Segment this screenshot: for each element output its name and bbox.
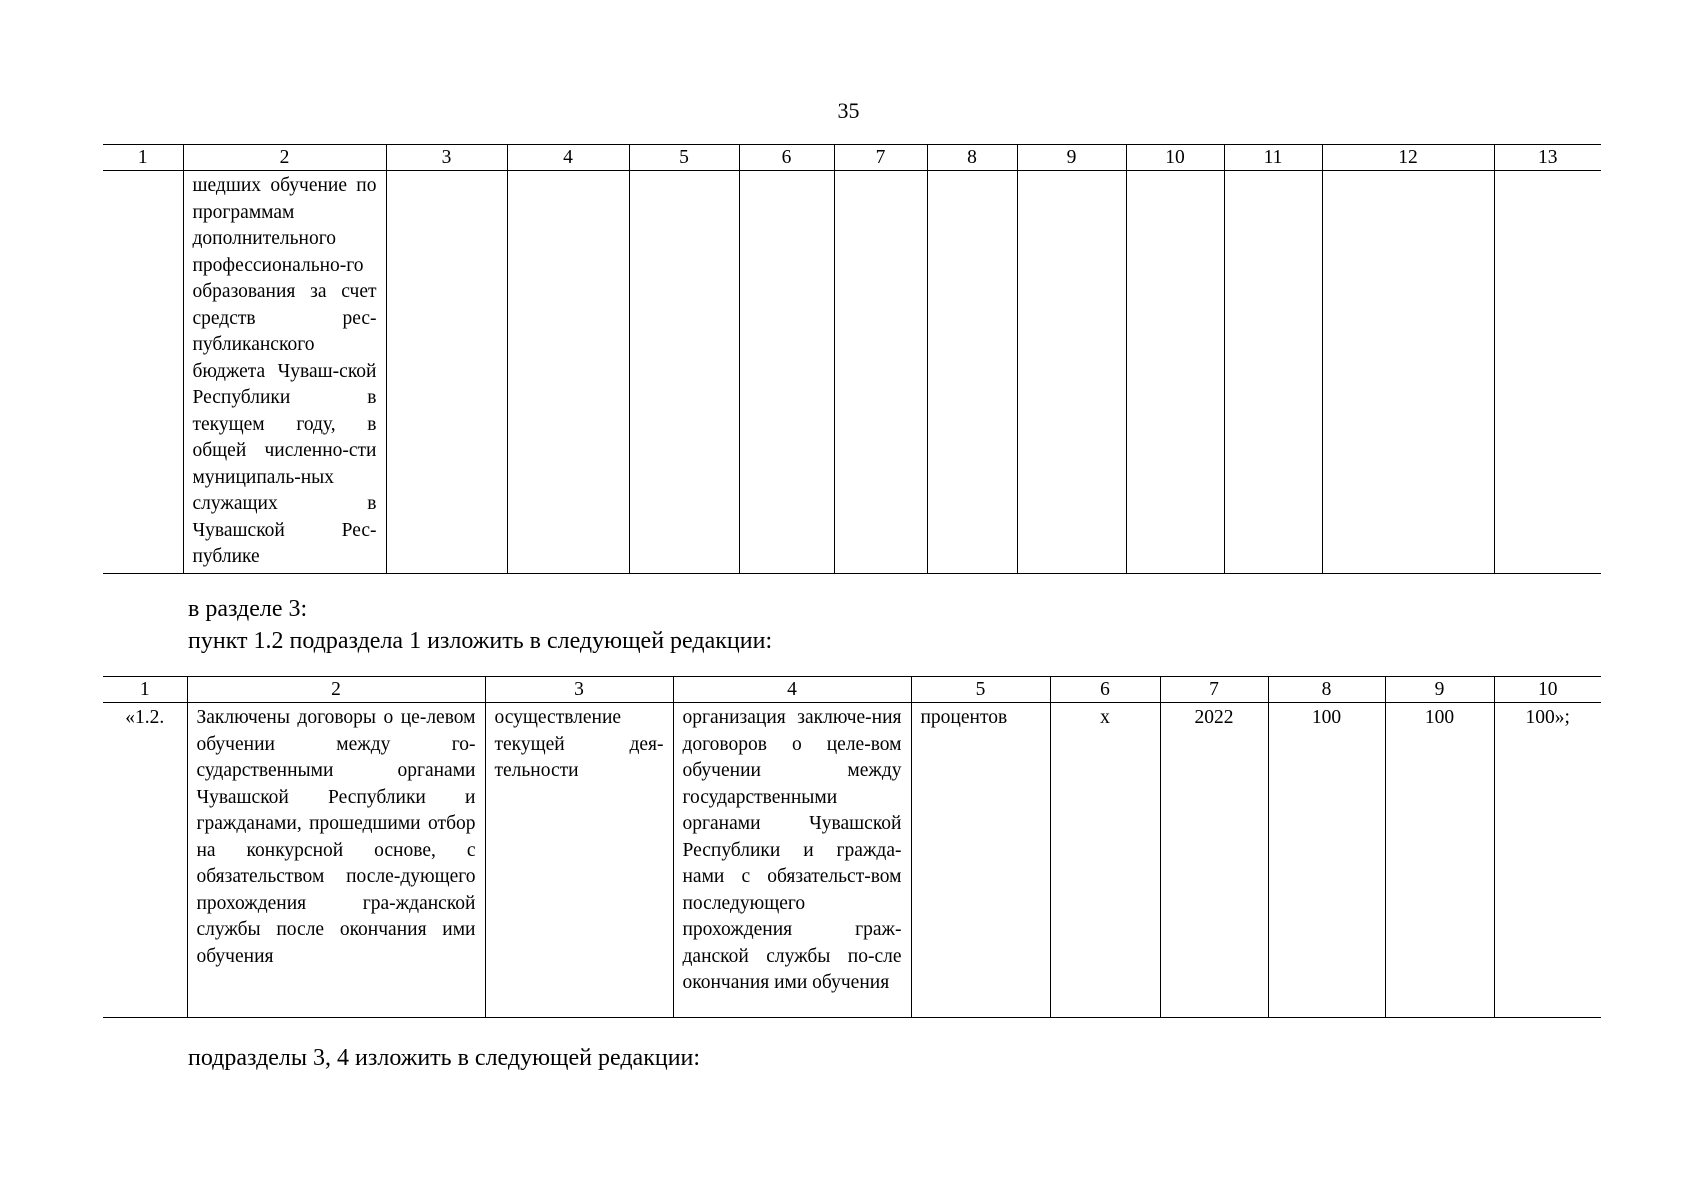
table1-cell bbox=[1126, 171, 1224, 574]
table-row bbox=[103, 703, 1601, 1018]
table1-cell bbox=[1224, 171, 1322, 574]
table2-value: 100»; bbox=[1494, 703, 1601, 1018]
table1-header-cell: 1 bbox=[103, 145, 183, 171]
table1-cell bbox=[103, 171, 183, 574]
table2-cell: х bbox=[1050, 703, 1160, 1018]
table1-header-cell: 11 bbox=[1224, 145, 1322, 171]
table2-measure-text: организация заключе-ния договоров о целе-вом обучении между государственными органами Чувашской Республики и гражда-нами с обязательст-вом последующего прохождения граж-данской службы по-сле окончания ими обучения bbox=[673, 703, 911, 1018]
table2-unit: процентов bbox=[911, 703, 1050, 1018]
indicators-table-continuation bbox=[103, 144, 1601, 574]
table1-cell bbox=[1494, 171, 1601, 574]
table1-cell bbox=[629, 171, 739, 574]
table1-cell bbox=[1017, 171, 1126, 574]
table1-header-cell: 6 bbox=[739, 145, 834, 171]
table1-cell bbox=[739, 171, 834, 574]
table1-header-row bbox=[103, 145, 1601, 171]
table2-value: 100 bbox=[1268, 703, 1385, 1018]
table1-header-cell: 13 bbox=[1494, 145, 1601, 171]
table1-cell bbox=[834, 171, 927, 574]
table2-header-cell: 6 bbox=[1050, 677, 1160, 703]
table2-header-cell: 7 bbox=[1160, 677, 1268, 703]
table1-header-cell: 4 bbox=[507, 145, 629, 171]
section-heading: в разделе 3: bbox=[188, 596, 308, 622]
table1-header-cell: 10 bbox=[1126, 145, 1224, 171]
table2-header-cell: 5 bbox=[911, 677, 1050, 703]
measures-table bbox=[103, 676, 1601, 1018]
table2-indicator-text: Заключены договоры о це-левом обучении между го-сударственными органами Чувашской Республики и гражданами, прошедшими отбор на конкурсной основе, с обязательством после-дующего прохождения гра-жданской службы после окончания ими обучения bbox=[187, 703, 485, 1018]
table2-header-cell: 3 bbox=[485, 677, 673, 703]
table1-header-cell: 9 bbox=[1017, 145, 1126, 171]
table2-header-row bbox=[103, 677, 1601, 703]
table1-cell bbox=[386, 171, 507, 574]
table1-header-cell: 7 bbox=[834, 145, 927, 171]
table2-value: 100 bbox=[1385, 703, 1494, 1018]
table2-header-cell: 9 bbox=[1385, 677, 1494, 703]
table2-header-cell: 8 bbox=[1268, 677, 1385, 703]
table1-header-cell: 2 bbox=[183, 145, 386, 171]
table1-header-cell: 12 bbox=[1322, 145, 1494, 171]
item-instruction: пункт 1.2 подраздела 1 изложить в следующей редакции: bbox=[188, 628, 773, 654]
subsections-instruction: подразделы 3, 4 изложить в следующей редакции: bbox=[188, 1045, 701, 1071]
page-number: 35 bbox=[837, 98, 860, 123]
table1-cell bbox=[507, 171, 629, 574]
table1-header-cell: 8 bbox=[927, 145, 1017, 171]
table1-header-cell: 5 bbox=[629, 145, 739, 171]
table1-cell bbox=[927, 171, 1017, 574]
table2-header-cell: 2 bbox=[187, 677, 485, 703]
table2-year: 2022 bbox=[1160, 703, 1268, 1018]
table2-activity-type: осуществление текущей дея-тельности bbox=[485, 703, 673, 1018]
table1-header-cell: 3 bbox=[386, 145, 507, 171]
table-row bbox=[103, 171, 1601, 574]
table2-header-cell: 10 bbox=[1494, 677, 1601, 703]
table1-indicator-text: шедших обучение по программам дополнительного профессионально-го образования за счет средств рес-публиканского бюджета Чуваш-ской Республики в текущем году, в общей численно-сти муниципаль-ных служащих в Чувашской Рес-публике bbox=[183, 171, 386, 574]
table2-header-cell: 1 bbox=[103, 677, 187, 703]
table2-header-cell: 4 bbox=[673, 677, 911, 703]
table2-item-number: «1.2. bbox=[103, 703, 187, 1018]
table1-cell bbox=[1322, 171, 1494, 574]
